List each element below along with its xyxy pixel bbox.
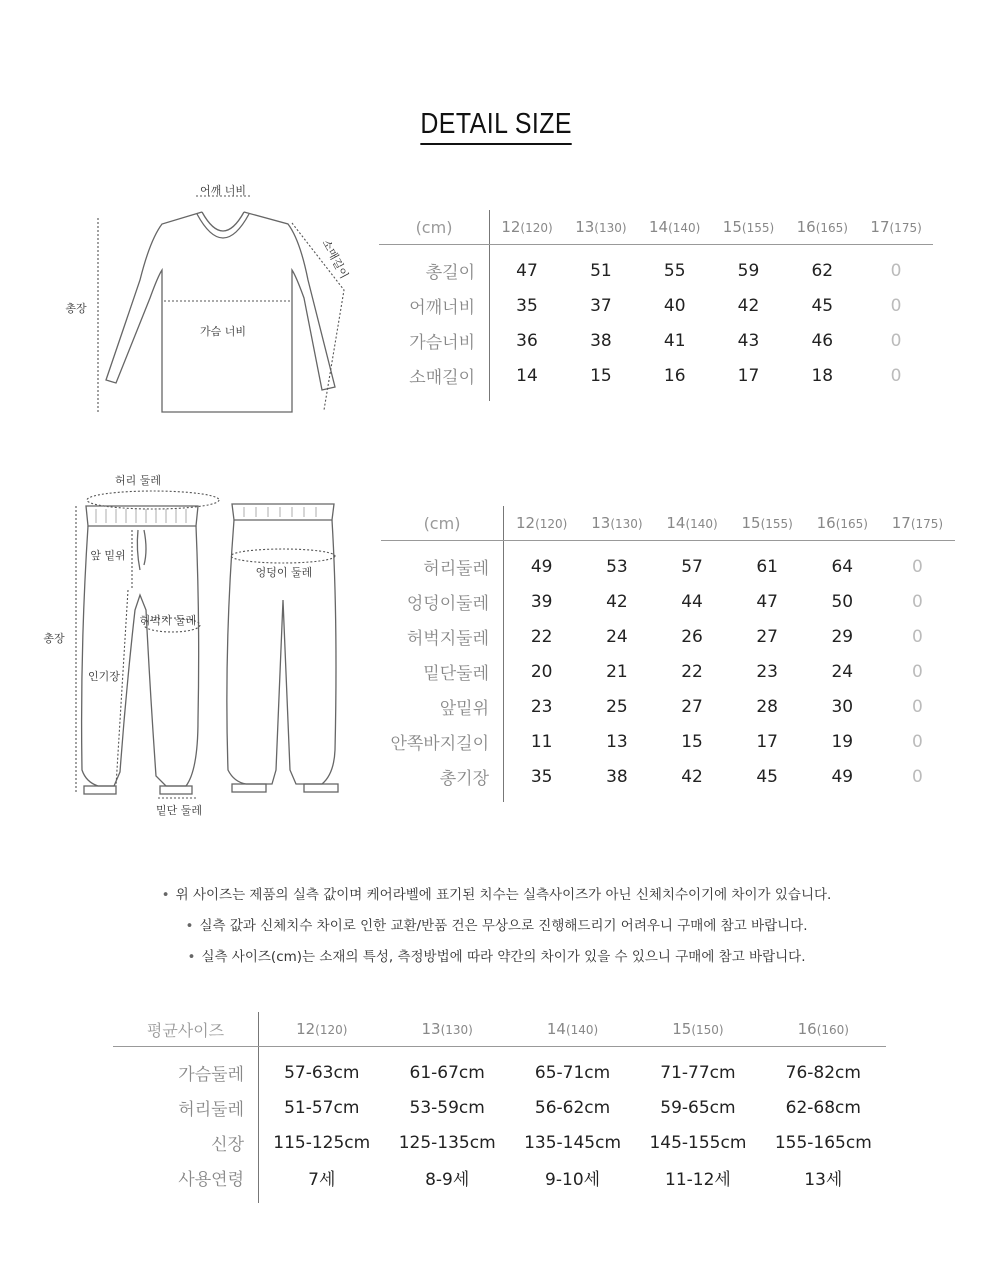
top-size-col: 17(175) xyxy=(859,210,933,245)
pants-diagram xyxy=(40,470,340,820)
top-size-table xyxy=(379,210,933,401)
bottom-size-table xyxy=(381,506,955,802)
avg-size-col: 14(140) xyxy=(510,1012,635,1047)
top-size-col: 12(120) xyxy=(490,210,565,245)
top-unit: (cm) xyxy=(379,210,490,245)
sleeve-label: 소매길이 xyxy=(319,237,351,281)
note-item: • 위 사이즈는 제품의 실측 값이며 케어라벨에 표기된 치수는 실측사이즈가 아닌 신체치수이기에 차이가 있습니다. xyxy=(161,887,832,903)
table-row: 가슴너비 36 38 41 43 46 0 xyxy=(379,323,933,358)
note-item: • 실측 값과 신체치수 차이로 인한 교환/반품 건은 무상으로 진행해드리기 어려우니 구매에 참고 바랍니다. xyxy=(185,918,808,934)
bottom-size-col: 12(120) xyxy=(504,506,580,541)
table-row: 허리둘레 49 53 57 61 64 0 xyxy=(381,541,955,585)
top-size-col: 14(140) xyxy=(638,210,712,245)
total-length-label: 총장 xyxy=(43,632,65,645)
avg-size-col: 13(130) xyxy=(385,1012,510,1047)
table-row: 소매길이 14 15 16 17 18 0 xyxy=(379,358,933,401)
inseam-label: 인기장 xyxy=(88,670,120,683)
average-size-table xyxy=(113,1012,886,1203)
thigh-label: 허벅지 둘레 xyxy=(139,614,197,627)
note-item: • 실측 사이즈(cm)는 소재의 특성, 측정방법에 따라 약간의 차이가 있을 수 있으니 구매에 참고 바랍니다. xyxy=(187,949,806,965)
bottom-size-col: 17(175) xyxy=(880,506,955,541)
table-row: 허벅지둘레 22 24 26 27 29 0 xyxy=(381,619,955,654)
table-row: 사용연령 7세 8-9세 9-10세 11-12세 13세 xyxy=(113,1160,886,1203)
bottom-size-col: 15(155) xyxy=(730,506,805,541)
table-row: 어깨너비 35 37 40 42 45 0 xyxy=(379,288,933,323)
top-size-col: 15(155) xyxy=(712,210,786,245)
table-row: 가슴둘레 57-63cm 61-67cm 65-71cm 71-77cm 76-82cm xyxy=(113,1047,886,1091)
table-row: 허리둘레 51-57cm 53-59cm 56-62cm 59-65cm 62-68cm xyxy=(113,1090,886,1125)
avg-size-col: 16(160) xyxy=(761,1012,886,1047)
shirt-outline xyxy=(106,212,335,412)
shirt-diagram xyxy=(60,180,370,420)
shoulder-label: 어깨 너비 xyxy=(199,184,247,197)
waist-label: 허리 둘레 xyxy=(114,474,162,487)
avg-size-col: 15(150) xyxy=(635,1012,760,1047)
bullet-icon: • xyxy=(161,887,170,903)
page-title: DETAIL SIZE xyxy=(421,108,573,145)
table-row: 앞밑위 23 25 27 28 30 0 xyxy=(381,689,955,724)
top-size-col: 16(165) xyxy=(785,210,859,245)
hem-label: 밑단 둘레 xyxy=(155,804,203,817)
table-row: 밑단둘레 20 21 22 23 24 0 xyxy=(381,654,955,689)
notes xyxy=(0,880,993,973)
waistband-ribs xyxy=(96,509,186,523)
table-row: 총기장 35 38 42 45 49 0 xyxy=(381,759,955,802)
page-title-wrap xyxy=(0,108,993,145)
bottom-size-col: 14(140) xyxy=(654,506,729,541)
front-rise-label: 앞 밑위 xyxy=(90,549,126,562)
bottom-size-col: 13(130) xyxy=(579,506,654,541)
total-length-label: 총장 xyxy=(65,302,87,315)
table-row: 안쪽바지길이 11 13 15 17 19 0 xyxy=(381,724,955,759)
table-row: 신장 115-125cm 125-135cm 135-145cm 145-155cm 155-165cm xyxy=(113,1125,886,1160)
chest-label: 가슴 너비 xyxy=(199,325,247,338)
avg-size-col: 12(120) xyxy=(259,1012,385,1047)
bullet-icon: • xyxy=(185,918,194,934)
top-size-col: 13(130) xyxy=(564,210,638,245)
table-row: 엉덩이둘레 39 42 44 47 50 0 xyxy=(381,584,955,619)
table-row: 총길이 47 51 55 59 62 0 xyxy=(379,245,933,289)
hip-label: 엉덩이 둘레 xyxy=(255,566,313,579)
avg-unit: 평균사이즈 xyxy=(113,1012,259,1047)
bullet-icon: • xyxy=(187,949,196,965)
bottom-size-col: 16(165) xyxy=(805,506,880,541)
bottom-unit: (cm) xyxy=(381,506,504,541)
